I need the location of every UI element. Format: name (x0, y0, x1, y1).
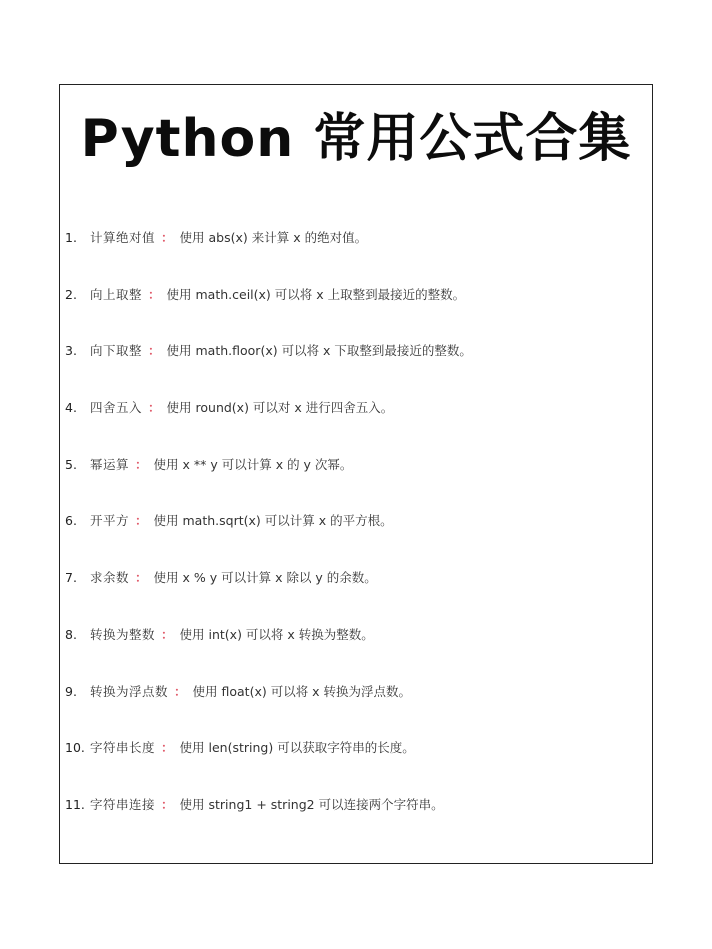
list-item (65, 625, 645, 682)
list-item (65, 228, 645, 285)
item-colon: ： (148, 400, 161, 416)
formula-list (65, 228, 645, 852)
item-number: 10. (65, 740, 85, 756)
item-colon: ： (161, 626, 174, 642)
item-colon: ： (135, 456, 148, 472)
list-item (65, 568, 645, 625)
item-name: 四舍五入 (90, 400, 143, 416)
item-number: 2. (65, 286, 77, 302)
item-colon: ： (174, 683, 187, 699)
item-description: 使用 math.ceil(x) 可以将 x 上取整到最接近的整数。 (166, 286, 466, 302)
item-number: 9. (65, 683, 77, 699)
item-description: 使用 x % y 可以计算 x 除以 y 的余数。 (153, 570, 377, 586)
item-name: 向下取整 (90, 343, 143, 359)
list-item (65, 738, 645, 795)
item-description: 使用 math.sqrt(x) 可以计算 x 的平方根。 (153, 513, 393, 529)
item-name: 计算绝对值 (90, 230, 156, 245)
item-name: 字符串连接 (90, 796, 156, 812)
list-item (65, 341, 645, 398)
item-number: 5. (65, 456, 77, 472)
item-colon: ： (148, 286, 161, 302)
item-colon: ： (161, 740, 174, 756)
item-name: 向上取整 (90, 286, 143, 302)
item-description: 使用 round(x) 可以对 x 进行四舍五入。 (166, 400, 394, 416)
item-name: 转换为整数 (90, 626, 156, 642)
item-name: 开平方 (90, 513, 130, 529)
item-description: 使用 math.floor(x) 可以将 x 下取整到最接近的整数。 (166, 343, 472, 359)
item-description: 使用 x ** y 可以计算 x 的 y 次幂。 (153, 456, 353, 472)
list-item (65, 795, 645, 852)
list-item (65, 682, 645, 739)
item-number: 1. (65, 230, 77, 245)
item-colon: ： (161, 796, 174, 812)
item-name: 字符串长度 (90, 740, 156, 756)
item-number: 3. (65, 343, 77, 359)
page-title: Python 常用公式合集 (80, 109, 632, 169)
list-item (65, 285, 645, 342)
item-colon: ： (135, 513, 148, 529)
item-number: 11. (65, 796, 85, 812)
item-colon: ： (161, 230, 174, 245)
item-description: 使用 len(string) 可以获取字符串的长度。 (179, 740, 415, 756)
item-name: 转换为浮点数 (90, 683, 169, 699)
item-description: 使用 string1 + string2 可以连接两个字符串。 (179, 796, 444, 812)
item-name: 求余数 (90, 570, 130, 586)
item-colon: ： (148, 343, 161, 359)
list-item (65, 511, 645, 568)
item-number: 6. (65, 513, 77, 529)
item-description: 使用 int(x) 可以将 x 转换为整数。 (179, 626, 374, 642)
item-number: 4. (65, 400, 77, 416)
list-item (65, 398, 645, 455)
item-colon: ： (135, 570, 148, 586)
item-description: 使用 abs(x) 来计算 x 的绝对值。 (179, 230, 368, 245)
list-item (65, 455, 645, 512)
item-description: 使用 float(x) 可以将 x 转换为浮点数。 (192, 683, 412, 699)
item-number: 7. (65, 570, 77, 586)
item-number: 8. (65, 626, 77, 642)
item-name: 幂运算 (90, 456, 130, 472)
